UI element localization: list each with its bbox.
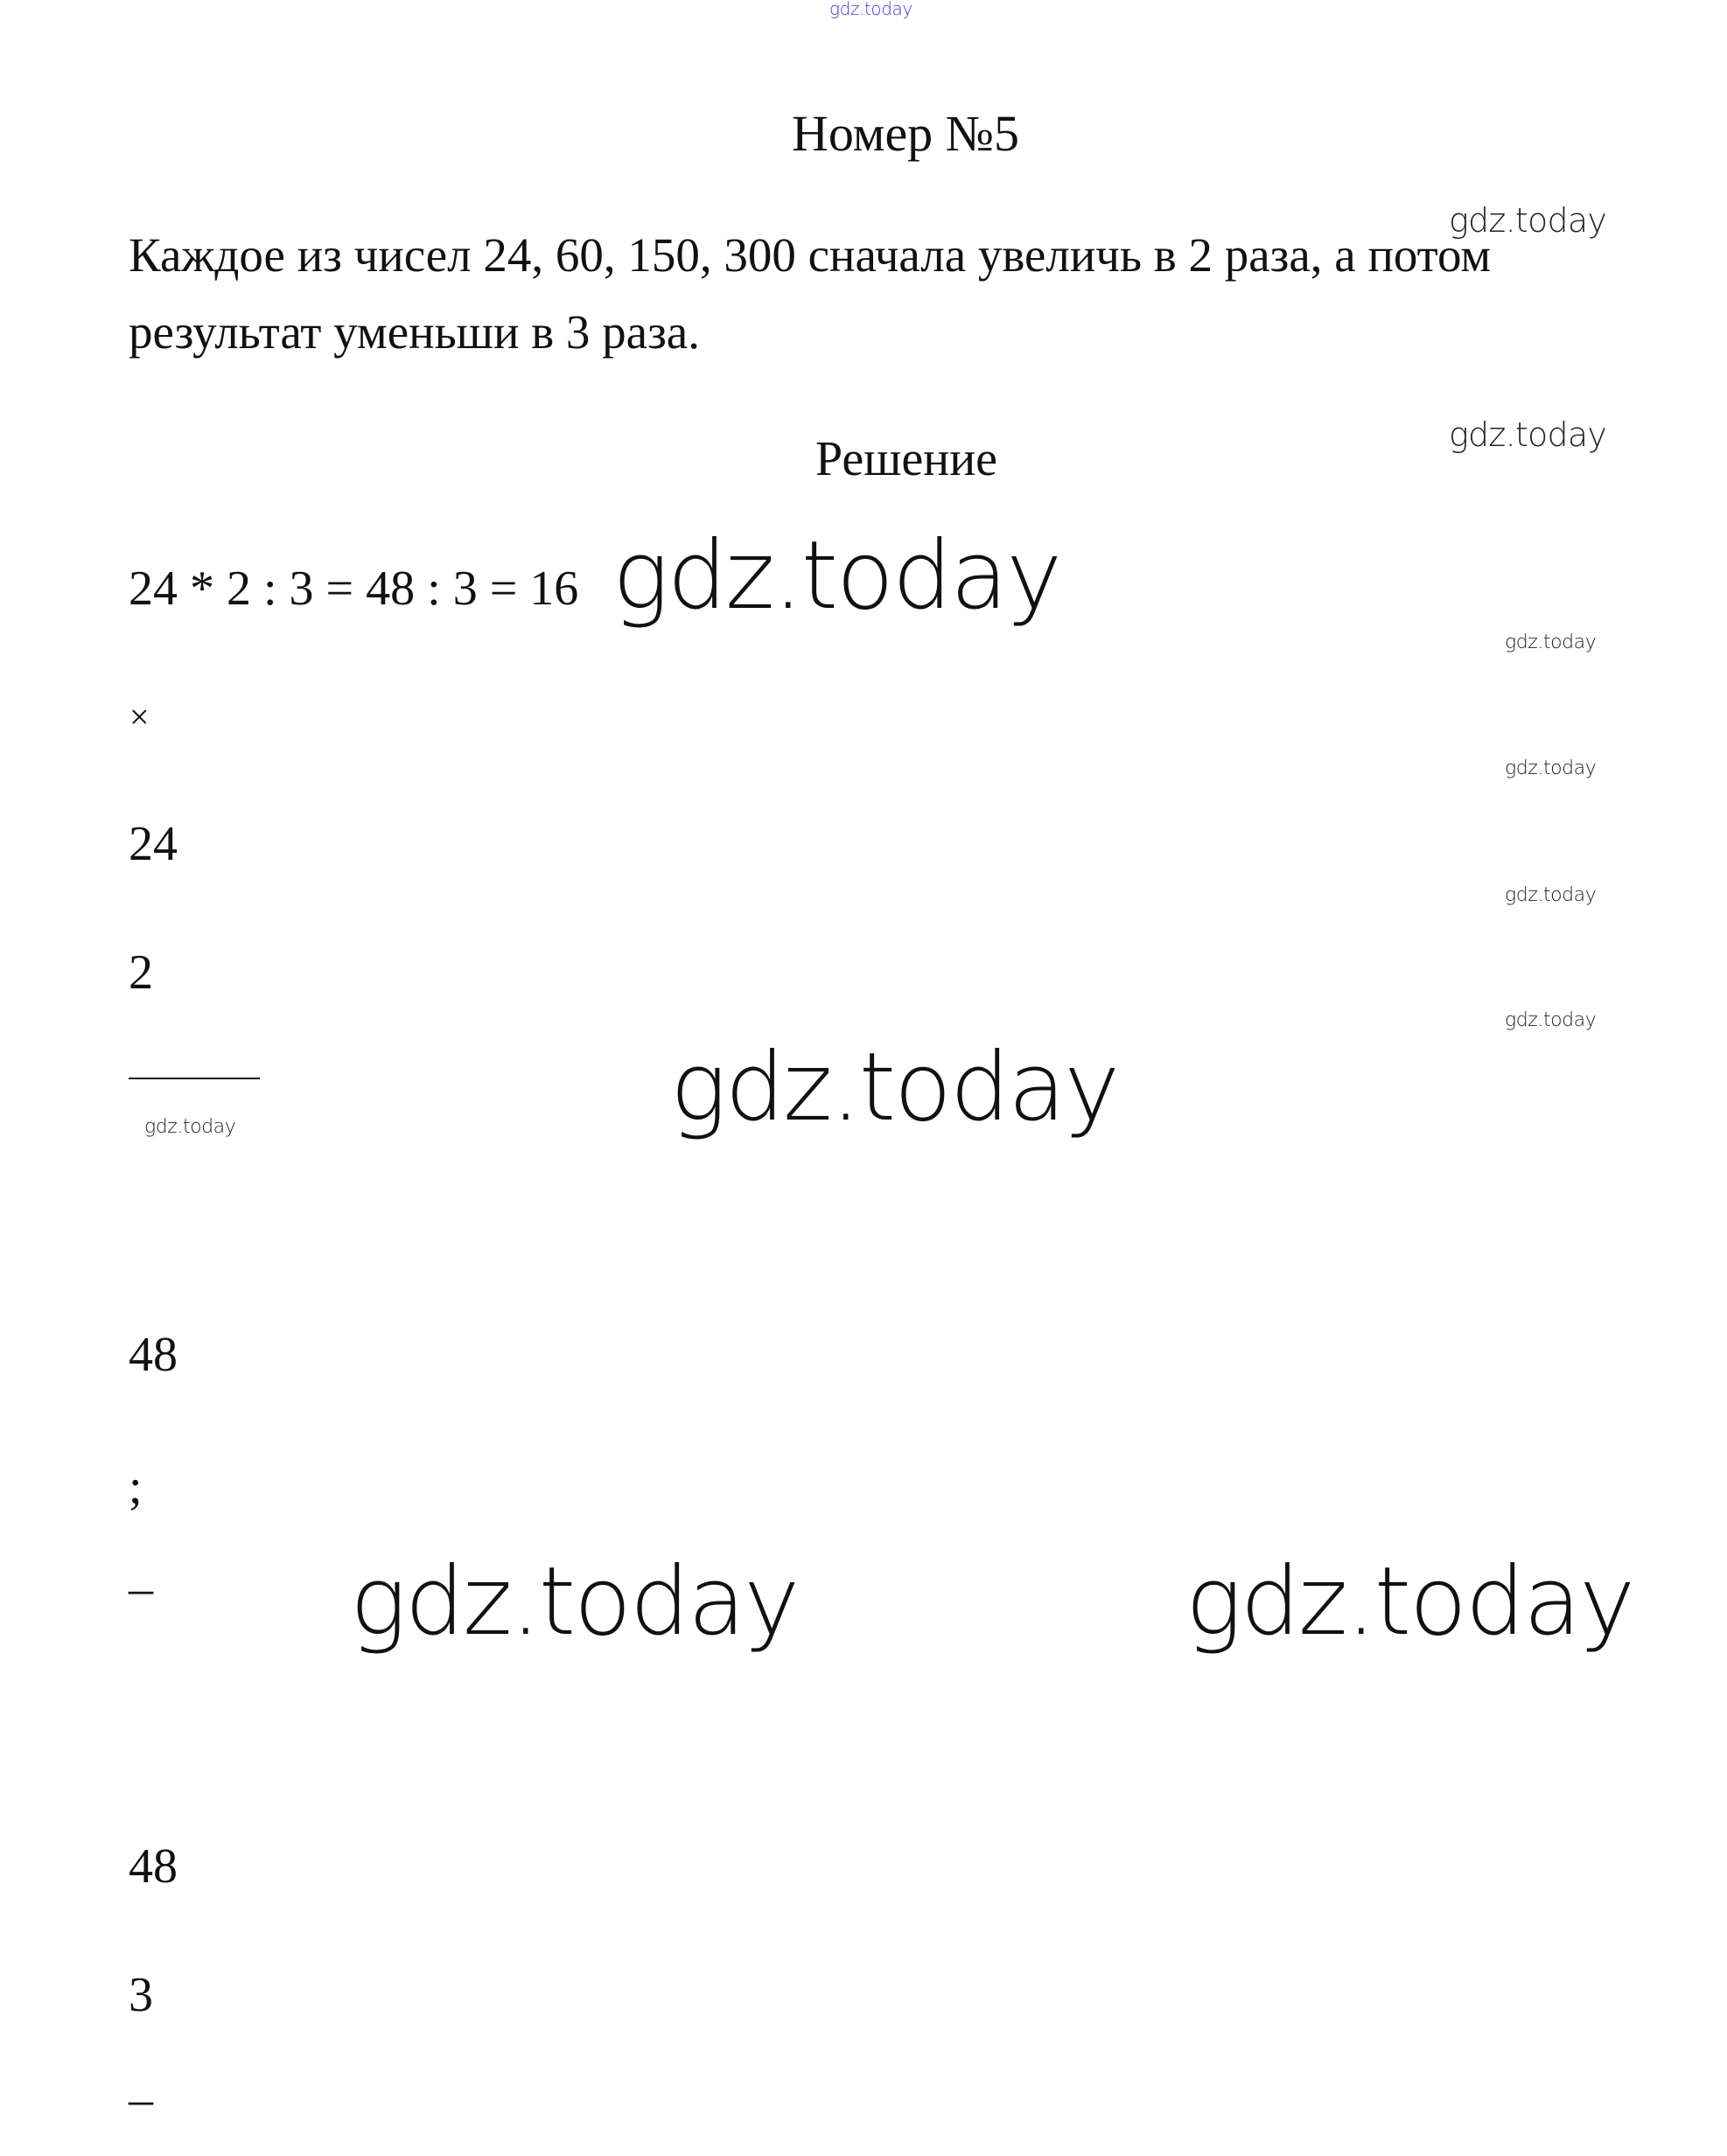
divisor: 3 — [129, 1968, 153, 2022]
dash: – — [129, 2072, 153, 2126]
multiplier: 2 — [129, 945, 153, 1000]
watermark: gdz.today — [612, 521, 1061, 631]
column-divider-line — [129, 1078, 260, 1079]
watermark: gdz.today — [144, 1116, 236, 1138]
watermark: gdz.today — [350, 1547, 799, 1657]
dash: – — [129, 1561, 153, 1615]
semicolon: ; — [129, 1460, 143, 1514]
watermark: gdz.today — [1449, 415, 1607, 454]
watermark: gdz.today — [1449, 201, 1607, 240]
watermark: gdz.today — [1185, 1547, 1634, 1657]
problem-line-2: результат уменьши в 3 раза. — [129, 305, 700, 359]
page-title: Номер №5 — [791, 105, 1020, 162]
watermark: gdz.today — [1505, 884, 1597, 906]
watermark: gdz.today — [1505, 631, 1597, 653]
watermark: gdz.today — [1505, 757, 1597, 779]
watermark: gdz.today — [670, 1033, 1119, 1142]
solution-heading: Решение — [815, 432, 998, 486]
multiplicand: 24 — [129, 817, 178, 871]
problem-line-1: Каждое из чисел 24, 60, 150, 300 сначала увеличь в 2 раза, а потом — [129, 228, 1492, 282]
watermark: gdz.today — [1505, 1009, 1597, 1031]
product: 48 — [129, 1328, 178, 1382]
solution-equation: 24 * 2 : 3 = 48 : 3 = 16 — [129, 562, 579, 616]
top-watermark: gdz.today — [829, 0, 912, 19]
dividend: 48 — [129, 1839, 178, 1894]
times-sign: × — [129, 697, 150, 736]
